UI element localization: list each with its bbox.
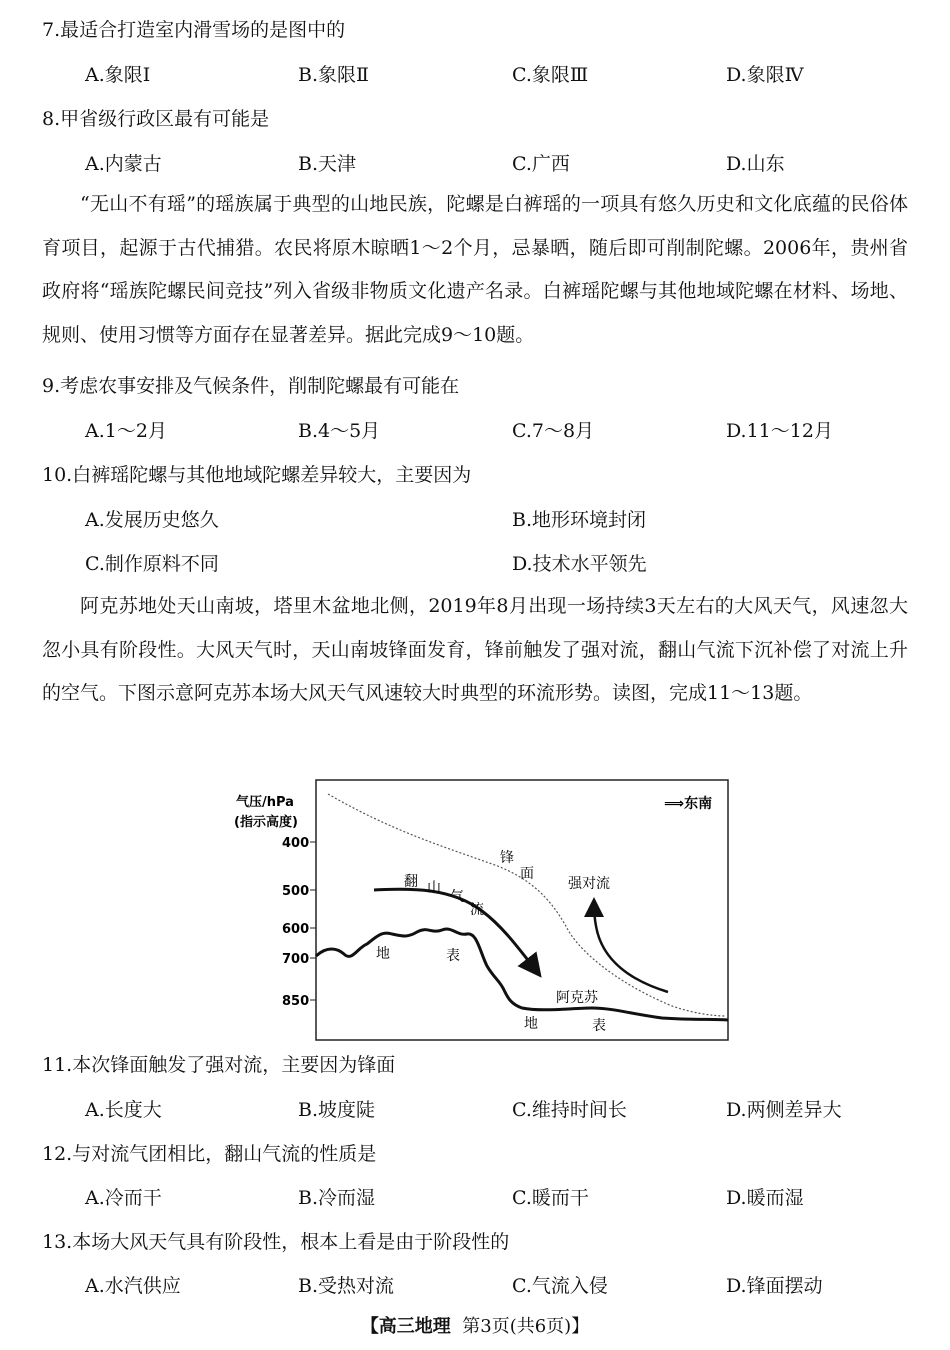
aksu-label: 阿克苏 (556, 990, 598, 1006)
q9-option-a[interactable]: A.1～2月 (85, 420, 167, 442)
question-9-stem: 9.考虑农事安排及气候条件，削制陀螺最有可能在 (42, 375, 460, 397)
q12-option-c[interactable]: C.暖而干 (512, 1187, 589, 1209)
tick-label-700: 700 (282, 952, 310, 967)
q11-option-b[interactable]: B.坡度陡 (298, 1099, 376, 1121)
flow-label-2: 山 (427, 880, 441, 896)
convection-label: 强对流 (568, 876, 610, 892)
diagram-frame (316, 780, 728, 1040)
q11-option-d[interactable]: D.两侧差异大 (726, 1099, 842, 1121)
q9-option-d[interactable]: D.11～12月 (726, 420, 833, 442)
tick-label-500: 500 (282, 884, 310, 899)
q7-option-c[interactable]: C.象限Ⅲ (512, 64, 589, 86)
circulation-diagram (232, 776, 732, 1042)
surface-label-1b: 表 (446, 948, 460, 964)
q13-option-d[interactable]: D.锋面摆动 (726, 1275, 823, 1297)
flow-label-1: 翻 (404, 874, 418, 890)
question-8-stem: 8.甲省级行政区最有可能是 (42, 108, 270, 130)
q9-option-b[interactable]: B.4～5月 (298, 420, 381, 442)
q7-option-b[interactable]: B.象限Ⅱ (298, 64, 369, 86)
flow-label-4: 流 (470, 902, 484, 918)
q10-option-c[interactable]: C.制作原料不同 (85, 553, 219, 575)
q8-option-c[interactable]: C.广西 (512, 153, 570, 175)
footer-subject: 【高三地理 (360, 1316, 451, 1337)
passage-aksu-wind: 阿克苏地处天山南坡，塔里木盆地北侧，2019年8月出现一场持续3天左右的大风天气，风速忽大忽小具有阶段性。大风天气时，天山南坡锋面发育，锋前触发了强对流，翻山气流下沉补偿了对流上升的空气。下图示意阿克苏本场大风天气风速较大时典型的环流形势。读图，完成11～13题。 (42, 595, 908, 704)
direction-southeast-label: ⟹东南 (664, 796, 713, 812)
q13-option-b[interactable]: B.受热对流 (298, 1275, 395, 1297)
q7-option-a[interactable]: A.象限Ⅰ (85, 64, 151, 86)
q13-option-c[interactable]: C.气流入侵 (512, 1275, 608, 1297)
tick-label-400: 400 (282, 836, 310, 851)
y-axis-sublabel: (指示高度) (234, 815, 298, 830)
q8-option-b[interactable]: B.天津 (298, 153, 357, 175)
q13-option-a[interactable]: A.水汽供应 (85, 1275, 181, 1297)
question-10-stem: 10.白裤瑶陀螺与其他地域陀螺差异较大，主要因为 (42, 464, 472, 486)
y-axis-label: 气压/hPa (236, 795, 294, 810)
question-11-stem: 11.本次锋面触发了强对流，主要因为锋面 (42, 1054, 396, 1076)
surface-label-2b: 表 (592, 1018, 606, 1034)
q8-option-a[interactable]: A.内蒙古 (85, 153, 162, 175)
tick-label-850: 850 (282, 994, 310, 1009)
circulation-diagram-svg (232, 776, 732, 1042)
q10-option-a[interactable]: A.发展历史悠久 (85, 509, 219, 531)
q10-option-d[interactable]: D.技术水平领先 (512, 553, 647, 575)
question-13-stem: 13.本场大风天气具有阶段性，根本上看是由于阶段性的 (42, 1231, 510, 1253)
q12-option-d[interactable]: D.暖而湿 (726, 1187, 804, 1209)
front-label-1: 锋 (500, 850, 514, 866)
q10-option-b[interactable]: B.地形环境封闭 (512, 509, 647, 531)
q9-option-c[interactable]: C.7～8月 (512, 420, 595, 442)
q12-option-b[interactable]: B.冷而湿 (298, 1187, 376, 1209)
footer-page-number: 第3页(共6页)】 (462, 1316, 590, 1337)
q11-option-c[interactable]: C.维持时间长 (512, 1099, 627, 1121)
surface-label-1a: 地 (376, 946, 390, 962)
surface-label-2a: 地 (524, 1016, 538, 1032)
front-label-2: 面 (520, 866, 534, 882)
q12-option-a[interactable]: A.冷而干 (85, 1187, 162, 1209)
q8-option-d[interactable]: D.山东 (726, 153, 785, 175)
q11-option-a[interactable]: A.长度大 (85, 1099, 162, 1121)
flow-label-3: 气 (450, 889, 464, 905)
passage-spinning-top: “无山不有瑶”的瑶族属于典型的山地民族，陀螺是白裤瑶的一项具有悠久历史和文化底蕴的民俗体育项目，起源于古代捕猎。农民将原木晾晒1～2个月，忌暴晒，随后即可削制陀螺。2006年，贵州省政府将“瑶族陀螺民间竞技”列入省级非物质文化遗产名录。白裤瑶陀螺与其他地域陀螺在材料、场地、规则、使用习惯等方面存在显著差异。据此完成9～10题。 (42, 193, 908, 346)
tick-label-600: 600 (282, 922, 310, 937)
page-footer (0, 1312, 950, 1338)
question-7-stem: 7.最适合打造室内滑雪场的是图中的 (42, 19, 346, 41)
question-12-stem: 12.与对流气团相比，翻山气流的性质是 (42, 1143, 377, 1165)
q7-option-d[interactable]: D.象限Ⅳ (726, 64, 804, 86)
